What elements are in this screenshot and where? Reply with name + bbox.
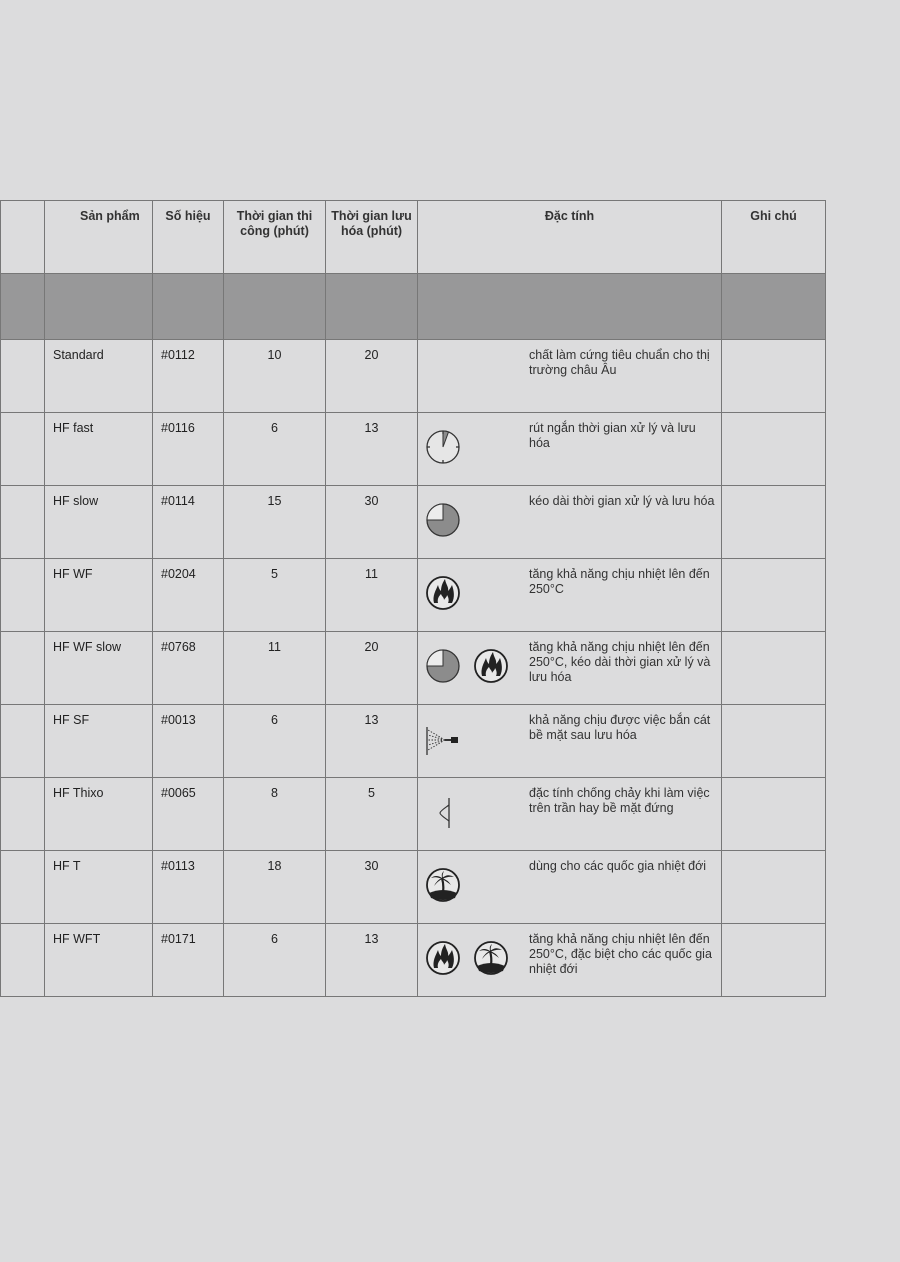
header-blank	[1, 201, 45, 274]
code-cell: #0112	[153, 340, 224, 413]
cure-time-cell: 13	[326, 413, 418, 486]
property-text: kéo dài thời gian xử lý và lưu hóa	[529, 494, 715, 508]
band-cell	[1, 274, 45, 340]
table-row	[1, 340, 826, 413]
table-row	[1, 632, 826, 705]
property-cell	[418, 851, 722, 924]
header-row	[1, 201, 826, 274]
product-cell: HF WF slow	[45, 632, 153, 705]
flame-icon	[425, 940, 461, 976]
cure-time-cell: 13	[326, 705, 418, 778]
note-cell	[722, 486, 826, 559]
code-cell: #0171	[153, 924, 224, 997]
work-time-cell: 5	[224, 559, 326, 632]
header-product: Sản phẩm	[45, 201, 153, 274]
work-time-cell: 15	[224, 486, 326, 559]
band-cell	[224, 274, 326, 340]
product-cell: HF slow	[45, 486, 153, 559]
product-cell: Standard	[45, 340, 153, 413]
row-blank-cell	[1, 851, 45, 924]
flame-icon	[473, 648, 509, 684]
cure-time-cell: 20	[326, 340, 418, 413]
product-cell: HF WFT	[45, 924, 153, 997]
product-cell: HF fast	[45, 413, 153, 486]
property-text: rút ngắn thời gian xử lý và lưu hóa	[529, 421, 696, 450]
code-cell: #0768	[153, 632, 224, 705]
header-cure-time: Thời gian lưu hóa (phút)	[326, 201, 418, 274]
property-cell	[418, 632, 722, 705]
property-text: tăng khả năng chịu nhiệt lên đến 250°C	[529, 567, 710, 596]
row-blank-cell	[1, 559, 45, 632]
note-cell	[722, 632, 826, 705]
cure-time-cell: 30	[326, 851, 418, 924]
note-cell	[722, 851, 826, 924]
row-blank-cell	[1, 486, 45, 559]
property-cell	[418, 340, 722, 413]
code-cell: #0065	[153, 778, 224, 851]
property-cell	[418, 559, 722, 632]
work-time-cell: 8	[224, 778, 326, 851]
flame-icon	[425, 575, 461, 611]
property-text: khả năng chịu được việc bắn cát bề mặt sau lưu hóa	[529, 713, 711, 742]
sandblast-icon	[425, 721, 461, 757]
row-blank-cell	[1, 340, 45, 413]
row-blank-cell	[1, 924, 45, 997]
table-row	[1, 924, 826, 997]
code-cell: #0116	[153, 413, 224, 486]
property-cell	[418, 778, 722, 851]
cure-time-cell: 5	[326, 778, 418, 851]
note-cell	[722, 705, 826, 778]
product-cell: HF T	[45, 851, 153, 924]
property-text: tăng khả năng chịu nhiệt lên đến 250°C, đặc biệt cho các quốc gia nhiệt đới	[529, 932, 712, 976]
row-blank-cell	[1, 705, 45, 778]
note-cell	[722, 559, 826, 632]
palm-icon	[425, 867, 461, 903]
product-cell: HF WF	[45, 559, 153, 632]
header-property: Đặc tính	[418, 201, 722, 274]
code-cell: #0204	[153, 559, 224, 632]
table-row	[1, 851, 826, 924]
note-cell	[722, 413, 826, 486]
property-cell	[418, 705, 722, 778]
work-time-cell: 6	[224, 705, 326, 778]
table-row	[1, 705, 826, 778]
cure-time-cell: 20	[326, 632, 418, 705]
product-cell: HF SF	[45, 705, 153, 778]
property-cell	[418, 924, 722, 997]
property-text: đặc tính chống chảy khi làm việc trên trần hay bề mặt đứng	[529, 786, 710, 815]
header-code: Số hiệu	[153, 201, 224, 274]
header-note: Ghi chú	[722, 201, 826, 274]
section-band	[1, 274, 826, 340]
work-time-cell: 6	[224, 924, 326, 997]
property-cell	[418, 413, 722, 486]
note-cell	[722, 778, 826, 851]
table-row	[1, 413, 826, 486]
product-cell: HF Thixo	[45, 778, 153, 851]
band-cell	[153, 274, 224, 340]
band-cell	[45, 274, 153, 340]
property-text: dùng cho các quốc gia nhiệt đới	[529, 859, 707, 873]
clock-slow-icon	[425, 502, 461, 538]
band-cell	[418, 274, 722, 340]
cure-time-cell: 30	[326, 486, 418, 559]
palm-icon	[473, 940, 509, 976]
code-cell: #0013	[153, 705, 224, 778]
code-cell: #0113	[153, 851, 224, 924]
band-cell	[722, 274, 826, 340]
thixo-icon	[425, 794, 461, 830]
property-cell	[418, 486, 722, 559]
spec-table	[0, 200, 826, 997]
work-time-cell: 6	[224, 413, 326, 486]
clock-slow-icon	[425, 648, 461, 684]
note-cell	[722, 924, 826, 997]
cure-time-cell: 11	[326, 559, 418, 632]
code-cell: #0114	[153, 486, 224, 559]
table-row	[1, 778, 826, 851]
table-row	[1, 486, 826, 559]
work-time-cell: 18	[224, 851, 326, 924]
note-cell	[722, 340, 826, 413]
table-row	[1, 559, 826, 632]
row-blank-cell	[1, 632, 45, 705]
header-work-time: Thời gian thi công (phút)	[224, 201, 326, 274]
property-text: chất làm cứng tiêu chuẩn cho thị trường châu Âu	[529, 348, 710, 377]
row-blank-cell	[1, 778, 45, 851]
property-text: tăng khả năng chịu nhiệt lên đến 250°C, kéo dài thời gian xử lý và lưu hóa	[529, 640, 711, 684]
cure-time-cell: 13	[326, 924, 418, 997]
band-cell	[326, 274, 418, 340]
row-blank-cell	[1, 413, 45, 486]
clock-fast-icon	[425, 429, 461, 465]
work-time-cell: 10	[224, 340, 326, 413]
work-time-cell: 11	[224, 632, 326, 705]
